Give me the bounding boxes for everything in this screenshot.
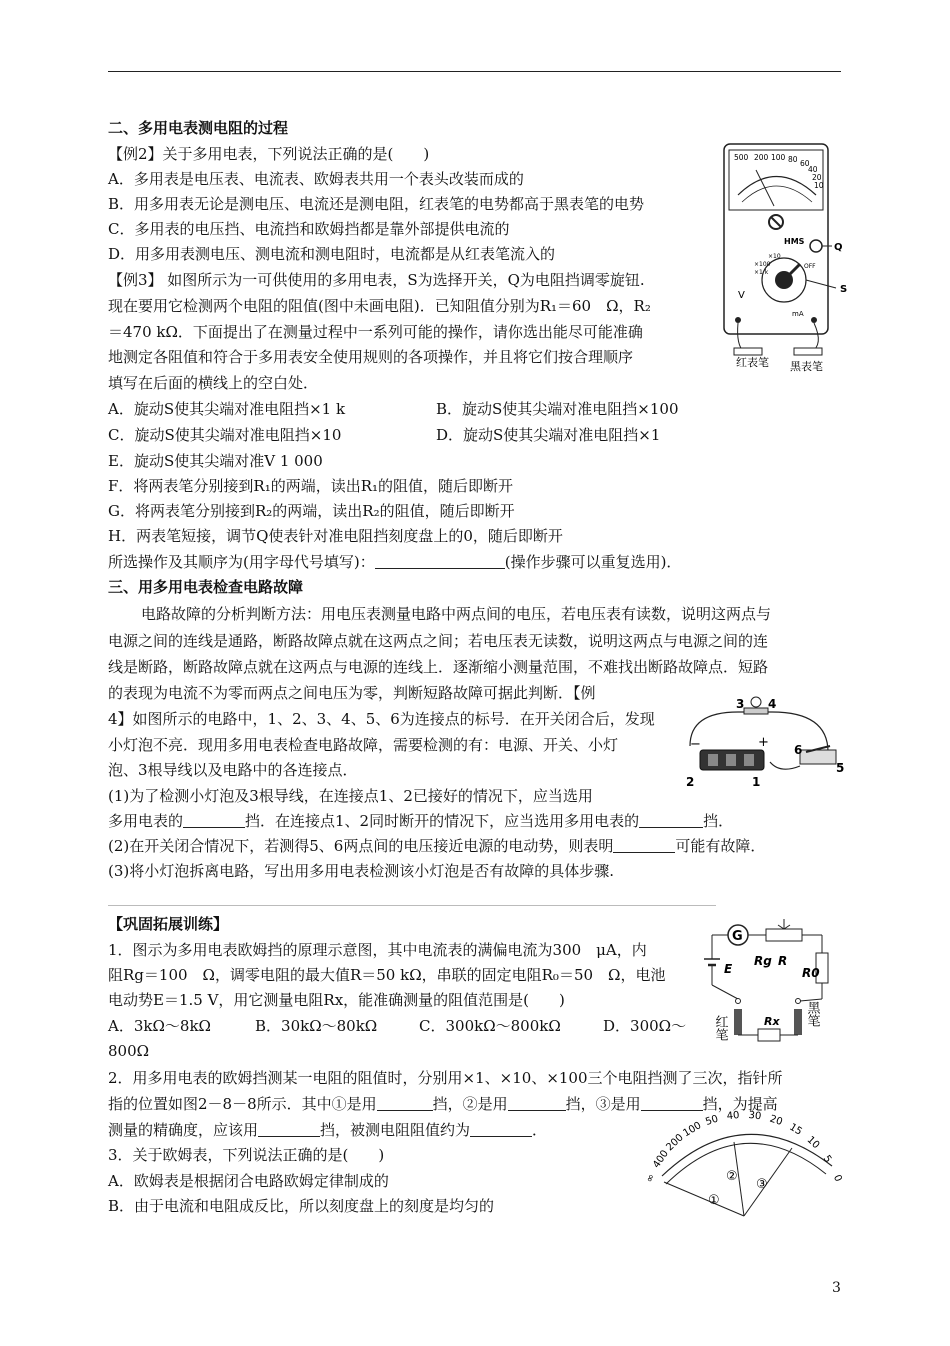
battery-plus: +	[758, 735, 769, 750]
pointer-1-label: ①	[708, 1193, 720, 1208]
node-5: 5	[836, 761, 845, 775]
q2-blank-1[interactable]	[377, 1096, 433, 1111]
example3-line2: 现在要用它检测两个电阻的阻值(图中未画电阻)．已知阻值分别为R₁＝60 Ω，R₂	[108, 297, 651, 315]
node-3: 3	[736, 697, 745, 711]
range-off: OFF	[804, 263, 816, 270]
training-q1-option-c: C．300kΩ～800kΩ	[419, 1017, 561, 1035]
q1-text-b: 挡．在连接点1、2同时断开的情况下，应当选用多用电表的	[245, 812, 640, 830]
range-x100: ×100	[754, 261, 771, 268]
range-x1k: ×1 k	[754, 269, 769, 276]
q1-blank-2[interactable]	[639, 813, 703, 828]
dial-tick-label: 40	[726, 1109, 741, 1123]
header-rule	[108, 71, 841, 72]
operation-b: B．旋动S使其尖端对准电阻挡×100	[436, 400, 679, 418]
training-q1-option-d-cont: 800Ω	[108, 1042, 150, 1060]
example3-line4: 地测定各阻值和符合于多用表安全使用规则的各项操作，并且将它们按合理顺序	[108, 348, 634, 366]
training-q1-line1: 1．图示为多用电表欧姆挡的原理示意图，其中电流表的满偏电流为300 μA，内	[108, 941, 647, 959]
scale-label-100: 100	[771, 153, 786, 162]
example2-option-a: A．多用表是电压表、电流表、欧姆表共用一个表头改装而成的	[108, 170, 524, 188]
scale-label-500: 500	[734, 153, 749, 162]
example2-option-c: C．多用表的电压挡、电流挡和欧姆挡都是靠外部提供电流的	[108, 220, 510, 238]
ohmmeter-schematic	[702, 915, 842, 1045]
black-lead-label: 黑表笔	[790, 360, 823, 373]
label-s: S	[840, 284, 848, 295]
label-ma: mA	[792, 310, 804, 318]
dial-tick-label: 0	[830, 1173, 844, 1184]
dial-tick-label: 5	[820, 1153, 834, 1166]
section-separator	[108, 905, 716, 906]
dial-tick-labels	[644, 1110, 843, 1184]
q2-line3-c: ．	[532, 1121, 548, 1139]
scale-label-80: 80	[788, 155, 798, 164]
black-probe	[794, 348, 822, 355]
training-q2-line3	[108, 1120, 547, 1140]
operation-e: E．旋动S使其尖端对准V 1 000	[108, 452, 323, 470]
q1-text-a: 多用电表的	[108, 812, 184, 830]
section2-title: 二、多用电表测电阻的过程	[108, 119, 289, 137]
q2-text-a: (2)在开关闭合情况下，若测得5、6两点间的电压接近电源的电动势，则表明	[108, 837, 614, 855]
dial-arc-inner	[666, 1143, 826, 1184]
zero-adjust-knob-q[interactable]	[810, 240, 822, 252]
operation-c: C．旋动S使其尖端对准电阻挡×10	[108, 426, 342, 444]
cell-1	[708, 754, 718, 766]
answer-blank[interactable]	[375, 554, 505, 569]
scale-label-40: 40	[808, 165, 818, 174]
training-q3-option-b: B．由于电流和电阻成反比，所以刻度盘上的刻度是均匀的	[108, 1197, 495, 1215]
q1-blank-1[interactable]	[183, 813, 245, 828]
operation-f: F．将两表笔分别接到R₁的两端，读出R₁的阻值，随后即断开	[108, 477, 514, 495]
training-q1-option-b: B．30kΩ～80kΩ	[255, 1017, 378, 1035]
q1-text-c: 挡．	[703, 812, 734, 830]
section3-title: 三、用多用电表检查电路故障	[108, 578, 304, 596]
red-lead-label: 红表笔	[736, 356, 769, 369]
node-4: 4	[768, 697, 777, 711]
example2-question: 【例2】关于多用电表，下列说法正确的是( )	[108, 145, 430, 163]
q2-line2-c: 挡，③是用	[565, 1095, 641, 1113]
section3-para-line2: 电源之间的连线是通路，断路故障点就在这两点之间；若电压表无读数，说明这两点与电源之间的连	[108, 632, 769, 650]
bulb-socket	[744, 708, 768, 714]
label-rg: Rg	[754, 954, 772, 968]
q2-text-b: 可能有故障．	[675, 837, 766, 855]
label-v: V	[738, 290, 745, 301]
section3-para-line6: 小灯泡不亮．现用多用电表检查电路故障，需要检测的有：电源、开关、小灯	[108, 736, 619, 754]
circuit-figure	[660, 690, 860, 790]
training-q1-line3: 电动势E＝1.5 V，用它测量电阻Rx，能准确测量的阻值范围是( )	[108, 991, 565, 1009]
black-probe-bar	[794, 1009, 802, 1035]
label-r0: R0	[802, 966, 820, 980]
pointer-2-label: ②	[726, 1169, 738, 1184]
answer-prefix: 所选操作及其顺序为(用字母代号填写)：	[108, 553, 375, 571]
rheostat-arrow	[778, 919, 790, 929]
hms-label: HMS	[784, 237, 805, 246]
cell-2	[726, 754, 736, 766]
multimeter-figure	[716, 140, 856, 376]
switch	[800, 750, 836, 764]
example2-option-b: B．用多用表无论是测电压、电流还是测电阻，红表笔的电势都高于黑表笔的电势	[108, 195, 645, 213]
q2-line2-b: 挡，②是用	[432, 1095, 508, 1113]
scale-label-200: 200	[754, 153, 769, 162]
q2-blank-2[interactable]	[508, 1096, 566, 1111]
zero-resistor-r	[766, 929, 802, 941]
red-probe	[734, 348, 762, 355]
q2-blank-5[interactable]	[470, 1122, 532, 1137]
resistor-rx	[758, 1029, 780, 1041]
example4-q3: (3)将小灯泡拆离电路，写出用多用电表检测该小灯泡是否有故障的具体步骤.	[108, 862, 615, 880]
example4-q2	[108, 836, 765, 856]
example3-line5: 填写在后面的横线上的空白处．	[108, 374, 319, 392]
black-terminal	[796, 999, 801, 1004]
dial-tick-label: ∞	[644, 1172, 658, 1185]
section3-para-line3: 线是断路，断路故障点就在这两点与电源的连线上．逐渐缩小测量范围，不难找出断路故障点．短路	[108, 658, 769, 676]
training-q1-option-a: A．3kΩ～8kΩ	[108, 1017, 211, 1035]
dial-tick-label: 50	[704, 1113, 720, 1128]
label-r: R	[778, 954, 788, 968]
pointer-3	[744, 1148, 792, 1216]
bulb	[751, 697, 761, 707]
section3-para-line4: 的表现为电流不为零而两点之间电压为零，判断短路故障可据此判断．【例	[108, 684, 596, 702]
page-number: 3	[832, 1280, 841, 1296]
red-probe-bar	[734, 1009, 742, 1035]
label-e: E	[724, 962, 733, 976]
cell-3	[744, 754, 754, 766]
example3-line3: ＝470 kΩ．下面提出了在测量过程中一系列可能的操作，请你选出能尽可能准确	[108, 323, 643, 341]
label-rx: Rx	[764, 1015, 780, 1028]
example4-q1-line2	[108, 811, 733, 831]
dial-tick-label: 200	[664, 1132, 686, 1154]
section3-para-line5: 4】如图所示的电路中，1、2、3、4、5、6为连接点的标号．在开关闭合后，发现	[108, 710, 655, 728]
operation-a: A．旋动S使其尖端对准电阻挡×1 k	[108, 400, 346, 418]
scale-label-60: 60	[800, 159, 810, 168]
ohm-dial-figure	[636, 1104, 850, 1224]
black-jack	[811, 317, 817, 323]
label-q: Q	[834, 242, 843, 253]
training-title: 【巩固拓展训练】	[108, 915, 229, 933]
q2-line3-b: 挡，被测电阻阻值约为	[320, 1121, 471, 1139]
red-jack	[735, 317, 741, 323]
label-black-pen: 黑笔	[804, 1001, 820, 1027]
range-x10: ×10	[768, 253, 781, 260]
pointer-3-label: ③	[756, 1177, 768, 1192]
label-red-pen: 红笔	[712, 1015, 728, 1041]
answer-suffix: (操作步骤可以重复选用)．	[504, 553, 682, 571]
dial-tick-label: 400	[651, 1148, 671, 1171]
q2-line2-a: 指的位置如图2－8－8所示．其中①是用	[108, 1095, 377, 1113]
q2-line2-d: 挡，为提高	[702, 1095, 778, 1113]
wire-to-red	[712, 985, 738, 999]
node-6: 6	[794, 743, 803, 757]
answer-line	[108, 552, 681, 572]
example3-line1: 【例3】 如图所示为一可供使用的多用电表，S为选择开关，Q为电阻挡调零旋钮.	[108, 271, 645, 289]
red-terminal	[736, 999, 741, 1004]
label-g: G	[732, 929, 743, 944]
circuit-bottom-wire	[770, 762, 800, 769]
training-q1-option-d: D．300Ω～	[603, 1017, 687, 1035]
q2-blank[interactable]	[613, 838, 675, 853]
section3-para-line1: 电路故障的分析判断方法：用电压表测量电路中两点间的电压，若电压表有读数，说明这两点与	[141, 605, 772, 623]
pointer-1	[664, 1182, 744, 1216]
dial-tick-label: 30	[747, 1109, 762, 1123]
training-q1-line2: 阻Rg＝100 Ω，调零电阻的最大值R＝50 kΩ，串联的固定电阻R₀＝50 Ω，电池	[108, 966, 666, 984]
training-q2-line1: 2．用多用电表的欧姆挡测某一电阻的阻值时，分别用×1、×10、×100三个电阻挡测了三次，指针所	[108, 1069, 783, 1087]
dial-tick-label: 10	[804, 1134, 822, 1152]
operation-d: D．旋动S使其尖端对准电阻挡×1	[436, 426, 661, 444]
q2-line3-a: 测量的精确度，应该用	[108, 1121, 259, 1139]
training-q3-option-a: A．欧姆表是根据闭合电路欧姆定律制成的	[108, 1172, 389, 1190]
battery-minus: −	[690, 737, 701, 752]
scale-label-10: 10	[814, 181, 824, 190]
section3-para-line7: 泡、3根导线以及电路中的各连接点．	[108, 761, 358, 779]
example4-q1-line1: (1)为了检测小灯泡及3根导线，在连接点1、2已接好的情况下，应当选用	[108, 787, 593, 805]
node-1: 1	[752, 775, 761, 789]
example2-option-d: D．用多用表测电压、测电流和测电阻时，电流都是从红表笔流入的	[108, 245, 556, 263]
dial-tick-label: 100	[681, 1120, 704, 1140]
operation-g: G．将两表笔分别接到R₂的两端，读出R₂的阻值，随后即断开	[108, 502, 515, 520]
dial-tick-label: 15	[787, 1121, 804, 1138]
node-2: 2	[686, 775, 695, 789]
q2-blank-4[interactable]	[258, 1122, 320, 1137]
training-q3: 3．关于欧姆表，下列说法正确的是( )	[108, 1146, 385, 1164]
operation-h: H．两表笔短接，调节Q使表针对准电阻挡刻度盘上的0，随后即断开	[108, 527, 563, 545]
dial-tick-label: 20	[768, 1113, 784, 1128]
scale-label-20: 20	[812, 173, 822, 182]
